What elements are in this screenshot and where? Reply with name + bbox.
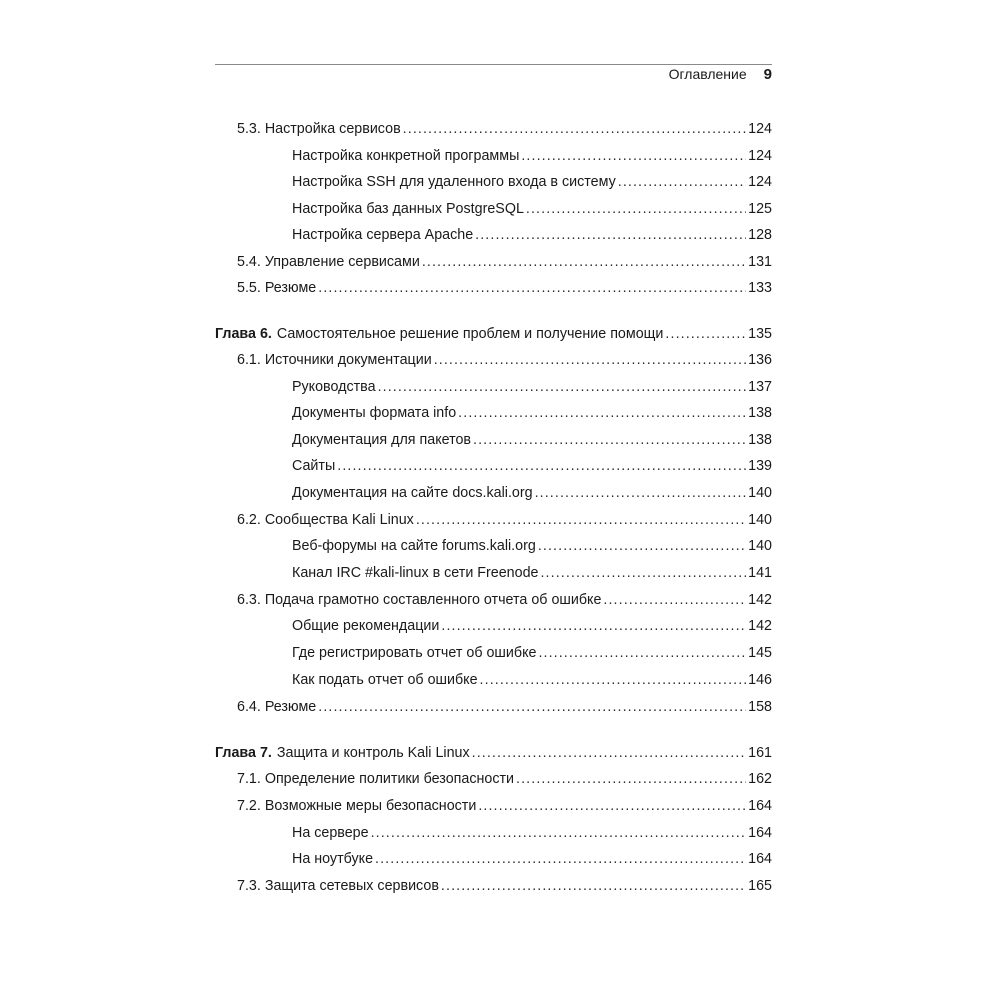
toc-subsection-entry[interactable]	[292, 400, 772, 422]
toc-page-number: 137	[748, 379, 772, 395]
toc-page-number: 165	[748, 878, 772, 894]
toc-page-number: 125	[748, 201, 772, 217]
toc-page-number: 164	[748, 825, 772, 841]
toc-section-entry[interactable]	[237, 347, 772, 369]
toc-entry-label	[292, 618, 439, 635]
toc-entry-title: Самостоятельное решение проблем и получение помощи	[276, 326, 664, 342]
toc-entry-title: 5.5. Резюме	[237, 280, 317, 296]
toc-page-number: 124	[748, 121, 772, 137]
toc-section-entry[interactable]	[237, 507, 772, 529]
toc-entry-title: 6.2. Сообщества Kali Linux	[237, 512, 414, 528]
toc-entry-title: Сайты	[292, 458, 336, 474]
toc-entry-label	[292, 174, 616, 191]
toc-dot-leader	[318, 280, 746, 297]
toc-entry-label	[292, 538, 536, 555]
toc-subsection-entry[interactable]	[292, 640, 772, 662]
toc-dot-leader	[618, 174, 746, 191]
toc-entry-title: 7.3. Защита сетевых сервисов	[237, 878, 439, 894]
toc-entry-title: Руководства	[292, 379, 376, 395]
toc-entry-title: Где регистрировать отчет об ошибке	[292, 645, 537, 661]
toc-chapter-number: Глава 6.	[215, 326, 272, 342]
toc-page-number: 136	[748, 352, 772, 368]
toc-section-entry[interactable]	[237, 873, 772, 895]
toc-subsection-entry[interactable]	[292, 143, 772, 165]
toc-dot-leader	[416, 512, 746, 529]
header-rule	[215, 64, 772, 65]
toc-entry-title: 7.1. Определение политики безопасности	[237, 771, 515, 787]
toc-page-number: 158	[748, 699, 772, 715]
toc-entry-title: 7.2. Возможные меры безопасности	[237, 798, 477, 814]
toc-entry-label	[292, 485, 533, 502]
toc-page-number: 164	[748, 851, 772, 867]
toc-dot-leader	[540, 565, 746, 582]
toc-subsection-entry[interactable]	[292, 480, 772, 502]
toc-dot-leader	[665, 326, 746, 343]
toc-page-number: 124	[748, 174, 772, 190]
toc-entry-title: Веб-форумы на сайте forums.kali.org	[292, 538, 536, 554]
toc-section-entry[interactable]	[237, 766, 772, 788]
toc-subsection-entry[interactable]	[292, 820, 772, 842]
toc-dot-leader	[472, 745, 747, 762]
toc-page-number: 140	[748, 485, 772, 501]
toc-entry-label	[237, 280, 316, 297]
toc-entry-title: Документы формата info	[292, 405, 457, 421]
toc-dot-leader	[318, 699, 746, 716]
toc-entry-label	[215, 745, 470, 762]
toc-entry-title: Документация для пакетов	[292, 432, 472, 448]
toc-page-number: 142	[748, 592, 772, 608]
toc-page-number: 162	[748, 771, 772, 787]
toc-page-number: 139	[748, 458, 772, 474]
toc-entry-label	[292, 825, 369, 842]
toc-section-entry[interactable]	[237, 275, 772, 297]
toc-entry-title: 6.4. Резюме	[237, 699, 317, 715]
toc-entry-title: 6.1. Источники документации	[237, 352, 432, 368]
toc-dot-leader	[475, 227, 746, 244]
toc-subsection-entry[interactable]	[292, 427, 772, 449]
toc-entry-title: На сервере	[292, 825, 369, 841]
toc-dot-leader	[603, 592, 746, 609]
toc-section-entry[interactable]	[237, 116, 772, 138]
toc-dot-leader	[458, 405, 746, 422]
toc-entry-label	[292, 645, 536, 662]
toc-entry-label	[292, 458, 335, 475]
toc-entry-label	[237, 798, 476, 815]
toc-dot-leader	[480, 672, 747, 689]
toc-entry-title: 5.3. Настройка сервисов	[237, 121, 401, 137]
toc-entry-label	[237, 592, 601, 609]
toc-subsection-entry[interactable]	[292, 196, 772, 218]
toc-entry-title: На ноутбуке	[292, 851, 374, 867]
toc-entry-label	[215, 326, 663, 343]
toc-page-number: 135	[748, 326, 772, 342]
toc-dot-leader	[441, 618, 746, 635]
toc-entry-label	[237, 878, 439, 895]
toc-entry-label	[237, 121, 401, 138]
toc-subsection-entry[interactable]	[292, 613, 772, 635]
toc-subsection-entry[interactable]	[292, 533, 772, 555]
toc-dot-leader	[538, 538, 746, 555]
toc-dot-leader	[375, 851, 746, 868]
toc-dot-leader	[434, 352, 746, 369]
toc-dot-leader	[516, 771, 746, 788]
toc-page-number: 146	[748, 672, 772, 688]
toc-dot-leader	[441, 878, 746, 895]
toc-entry-label	[292, 432, 471, 449]
toc-entry-label	[292, 405, 456, 422]
toc-chapter-entry[interactable]	[215, 740, 772, 762]
toc-entry-title: 6.3. Подача грамотно составленного отчета об ошибке	[237, 592, 602, 608]
toc-dot-leader	[473, 432, 746, 449]
toc-entry-label	[292, 148, 519, 165]
running-head-page-number: 9	[763, 66, 772, 83]
toc-subsection-entry[interactable]	[292, 222, 772, 244]
toc-entry-label	[237, 512, 414, 529]
toc-page-number: 142	[748, 618, 772, 634]
toc-page-number: 124	[748, 148, 772, 164]
toc-entry-title: 5.4. Управление сервисами	[237, 254, 420, 270]
toc-page-number: 138	[748, 432, 772, 448]
running-head	[669, 66, 772, 86]
toc-entry-title: Настройка сервера Apache	[292, 227, 474, 243]
toc-subsection-entry[interactable]	[292, 667, 772, 689]
toc-section-entry[interactable]	[237, 694, 772, 716]
toc-entry-label	[237, 254, 420, 271]
toc-chapter-entry[interactable]	[215, 321, 772, 343]
toc-subsection-entry[interactable]	[292, 846, 772, 868]
toc-page-number: 128	[748, 227, 772, 243]
toc-entry-label	[237, 699, 316, 716]
toc-subsection-entry[interactable]	[292, 169, 772, 191]
toc-dot-leader	[378, 379, 747, 396]
toc-dot-leader	[538, 645, 746, 662]
toc-subsection-entry[interactable]	[292, 374, 772, 396]
toc-chapter-number: Глава 7.	[215, 745, 272, 761]
toc-page-number: 161	[748, 745, 772, 761]
toc-section-entry[interactable]	[237, 793, 772, 815]
toc-entry-label	[292, 201, 524, 218]
toc-entry-label	[292, 672, 478, 689]
toc-entry-label	[292, 379, 376, 396]
toc-dot-leader	[403, 121, 746, 138]
toc-entry-title: Настройка конкретной программы	[292, 148, 520, 164]
toc-entry-label	[237, 352, 432, 369]
toc-page-number: 145	[748, 645, 772, 661]
running-head-section: Оглавление	[668, 66, 747, 82]
toc-dot-leader	[478, 798, 746, 815]
toc-entry-label	[292, 565, 538, 582]
toc-dot-leader	[526, 201, 746, 218]
toc-page-number: 140	[748, 538, 772, 554]
toc-dot-leader	[521, 148, 746, 165]
toc-entry-title: Общие рекомендации	[292, 618, 440, 634]
toc-page-number: 133	[748, 280, 772, 296]
toc-page-number: 141	[748, 565, 772, 581]
toc-dot-leader	[535, 485, 747, 502]
toc-entry-label	[292, 227, 473, 244]
toc-entry-label	[237, 771, 514, 788]
toc-entry-title: Настройка баз данных PostgreSQL	[292, 201, 524, 217]
toc-entry-title: Как подать отчет об ошибке	[292, 672, 478, 688]
toc-page-number: 131	[748, 254, 772, 270]
toc-page-number: 140	[748, 512, 772, 528]
toc-entry-label	[292, 851, 373, 868]
toc-entry-title: Настройка SSH для удаленного входа в систему	[292, 174, 616, 190]
toc-page-number: 164	[748, 798, 772, 814]
toc-section-entry[interactable]	[237, 249, 772, 271]
toc-dot-leader	[371, 825, 747, 842]
toc-dot-leader	[337, 458, 746, 475]
toc-section-entry[interactable]	[237, 587, 772, 609]
toc-entry-title: Защита и контроль Kali Linux	[276, 745, 470, 761]
toc-subsection-entry[interactable]	[292, 453, 772, 475]
toc-page-number: 138	[748, 405, 772, 421]
toc-subsection-entry[interactable]	[292, 560, 772, 582]
toc-entry-title: Документация на сайте docs.kali.org	[292, 485, 533, 501]
toc-entry-title: Канал IRC #kali-linux в сети Freenode	[292, 565, 539, 581]
toc-dot-leader	[422, 254, 746, 271]
